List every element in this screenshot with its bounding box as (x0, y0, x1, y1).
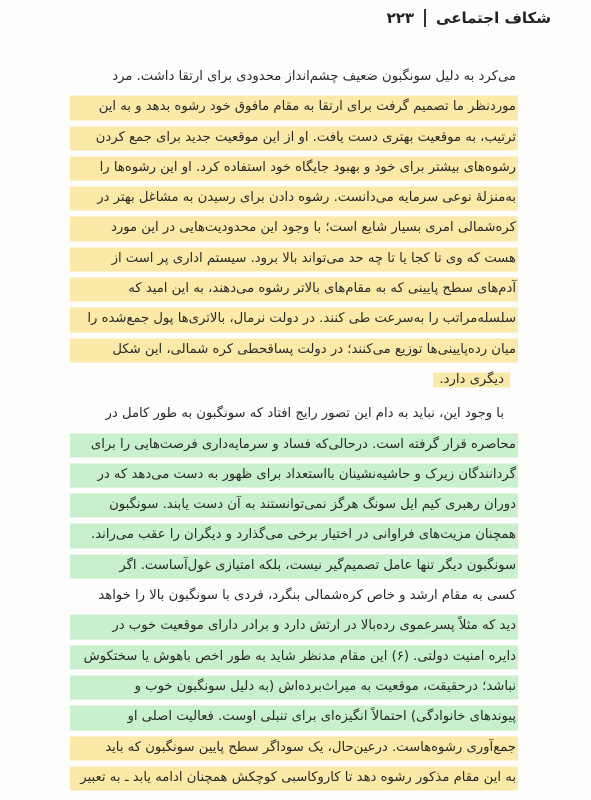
text-line-highlighted: میان رده‌پایینی‌ها توزیع می‌کنند؛ در دولت پساقحطی کره شمالی، این شکل (70, 335, 518, 365)
text-line-highlighted: ترتیب، به موقعیت بهتری دست یافت. او از این موقعیت جدید برای جمع کردن (70, 123, 518, 153)
text-line-highlighted: جمع‌آوری رشوه‌هاست. درعین‌حال، یک سوداگر سطح پایین سونگبون که باید (70, 733, 518, 763)
text-line-wrapper (70, 365, 518, 395)
text-line-highlighted: موردنظر ما تصمیم گرفت برای ارتقا به مقام مافوق خود رشوه بدهد و به این (70, 92, 518, 122)
page-body (70, 62, 518, 793)
text-line-highlighted: دیگری دارد. (433, 370, 510, 389)
text-line-highlighted: سلسله‌مراتب را به‌سرعت طی کنند. در دولت نرمال، بالاتری‌ها پول جمع‌شده را (70, 304, 518, 334)
text-line-highlighted: دوران رهبری کیم ایل سونگ هرگز نمی‌توانستند به آن دست یابند. سونگبون (70, 490, 518, 520)
text-line-highlighted: سونگبون دیگر تنها عامل تصمیم‌گیر نیست، بلکه امتیازی غول‌آساست. اگر (70, 551, 518, 581)
page-header (30, 6, 551, 30)
text-line-highlighted: دید که مثلاً پسرعموی رده‌بالا در ارتش دارد و برادر دارای موقعیت خوب در (70, 611, 518, 641)
text-line-highlighted: محاصره قرار گرفته است. درحالی‌که فساد و سرمایه‌داری فرصت‌هایی را برای (70, 430, 518, 460)
text-line-highlighted: دایره امنیت دولتی. (۶) این مقام مدنظر شاید به طور اخص باهوش یا سختکوش (70, 642, 518, 672)
text-line-highlighted: پیوندهای خانوادگی) احتمالاً انگیزه‌ای برای تنبلی اوست. فعالیت اصلی او (70, 702, 518, 732)
paragraph (70, 62, 518, 395)
header-divider (424, 9, 426, 27)
text-line-highlighted: رشوه‌های بیشتر برای خود و بهبود جایگاه خود استفاده کرد. او این رشوه‌ها را (70, 153, 518, 183)
text-line-highlighted: نباشد؛ درحقیقت، موقعیت به میراث‌برده‌اش (به دلیل سونگبون خوب و (70, 672, 518, 702)
text-line: می‌کرد به دلیل سونگبون ضعیف چشم‌انداز محدودی برای ارتقا داشت. مرد (112, 69, 516, 84)
text-line-highlighted: هست که وی تا کجا یا تا چه حد می‌تواند بالا برود. سیستم اداری پر است از (70, 244, 518, 274)
text-line-highlighted: گردانندگان زیرک و حاشیه‌نشینان بااستعداد برای ظهور به دست می‌دهد که در (70, 460, 518, 490)
text-line: کسی به مقام ارشد و خاص کره‌شمالی بنگرد، فردی با سونگبون بالا را خواهد (98, 588, 516, 604)
text-line-highlighted: به این مقام مذکور رشوه دهد تا کاروکاسبی کوچکش همچنان ادامه یابد ـ به تعبیر (70, 763, 518, 793)
text-line-highlighted: آدم‌های سطح پایینی که به مقام‌های بالاتر رشوه می‌دهند، به این امید که (70, 274, 518, 304)
text-line: با وجود این، نباید به دام این تصور رایج افتاد که سونگبون به طور کامل در (105, 406, 504, 422)
book-title: شکاف اجتماعی (436, 9, 551, 27)
paragraph (70, 399, 518, 793)
text-line-highlighted: به‌منزلهٔ نوعی سرمایه می‌دانست. رشوه دادن برای رسیدن به مشاغل بهتر در (70, 183, 518, 213)
text-line-highlighted: همچنان مزیت‌های فراوانی در اختیار برخی می‌گذارد و دیگران را عقب می‌راند. (70, 520, 518, 550)
page-number: ۲۲۳ (386, 9, 415, 27)
text-line-highlighted: کره‌شمالی امری بسیار شایع است؛ با وجود این محدودیت‌هایی در این مورد (70, 213, 518, 243)
